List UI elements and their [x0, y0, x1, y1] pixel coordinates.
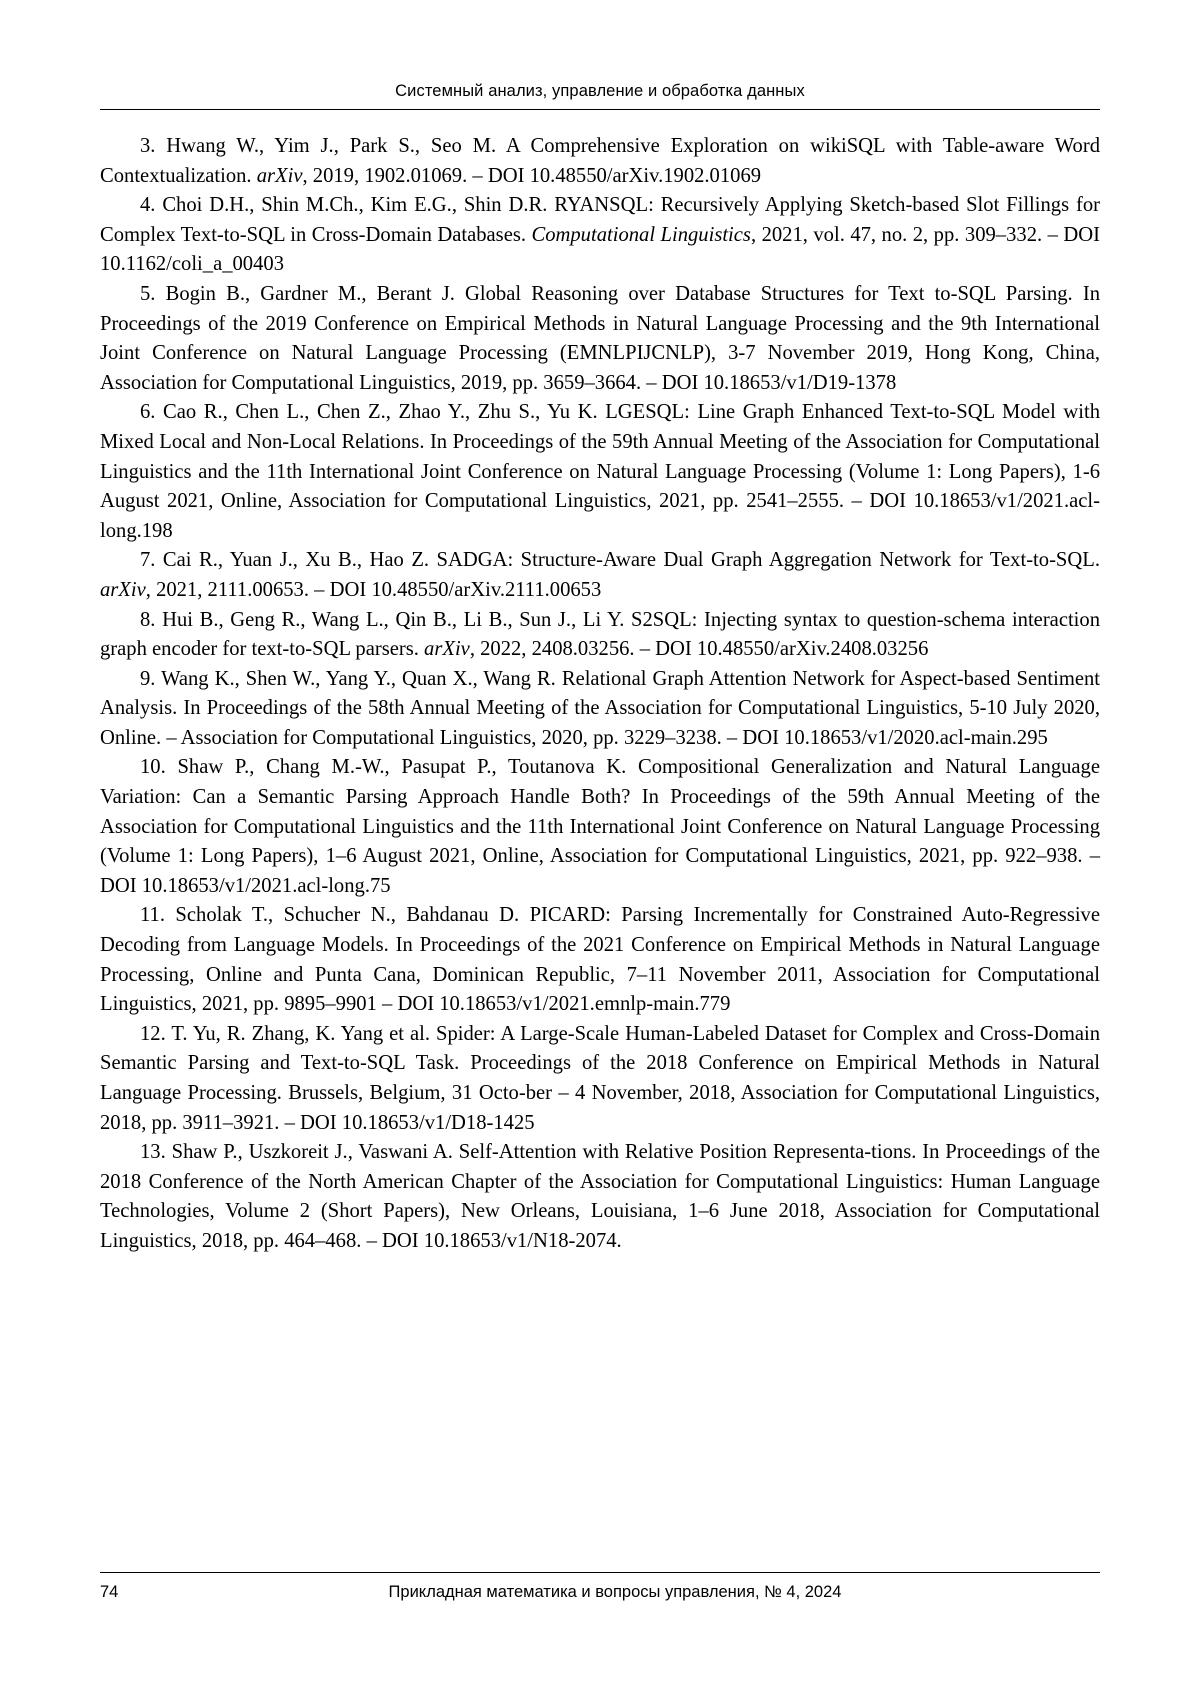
reference-source-italic: arXiv — [256, 164, 303, 187]
running-head: Системный анализ, управление и обработка данных — [395, 82, 805, 100]
reference-text: 6. Cao R., Chen L., Chen Z., Zhao Y., Zhu S., Yu K. LGESQL: Line Graph Enhanced Text-to-SQL Model with Mixed Local and Non-Local Relations. In Proceedings of the 59th Annual Meeting of the Association for Computational Linguistics and the 11th International Joint Conference on Natural Language Processing (Volume 1: Long Papers), 1-6 August 2021, Online, Association for Computational Linguistics, 2021, pp. 2541–2555. – DOI 10.18653/v1/2021.acl-long.198 — [100, 401, 1100, 542]
reference-text: 8. Hui B., Geng R., Wang L., Qin B., Li B., Sun J., Li Y. S2SQL: Injecting syntax to question-schema interaction graph encoder for text-to-SQL parsers. — [100, 608, 1100, 661]
reference-entry — [100, 901, 1100, 1019]
reference-text: 5. Bogin B., Gardner M., Berant J. Global Reasoning over Database Structures for Text to-SQL Parsing. In Proceedings of the 2019 Conference on Empirical Methods in Natural Language Processing and the 9th International Joint Conference on Natural Language Processing (EMNLPIJCNLP), 3-7 November 2019, Hong Kong, China, Association for Computational Linguistics, 2019, pp. 3659–3664. – DOI 10.18653/v1/D19-1378 — [100, 282, 1100, 394]
journal-line: Прикладная математика и вопросы управления, № 4, 2024 — [388, 1583, 842, 1601]
reference-entry — [100, 753, 1100, 901]
page-footer — [100, 1572, 1100, 1609]
reference-entry — [100, 1138, 1100, 1256]
reference-entry — [100, 398, 1100, 546]
reference-text: , 2021, 2111.00653. – DOI 10.48550/arXiv.2111.00653 — [145, 578, 602, 601]
reference-text: 9. Wang K., Shen W., Yang Y., Quan X., Wang R. Relational Graph Attention Network for Aspect-based Sentiment Analysis. In Proceedings of the 58th Annual Meeting of the Association for Computational Linguistics, 5-10 July 2020, Online. – Association for Computational Linguistics, 2020, pp. 3229–3238. – DOI 10.18653/v1/2020.acl-main.295 — [100, 667, 1100, 749]
reference-entry — [100, 1020, 1100, 1138]
page-content — [100, 0, 1100, 1698]
header-divider — [100, 109, 1100, 110]
reference-text: , 2022, 2408.03256. – DOI 10.48550/arXiv.2408.03256 — [469, 638, 929, 661]
reference-entry — [100, 546, 1100, 605]
reference-text: 10. Shaw P., Chang M.-W., Pasupat P., Toutanova K. Compositional Generalization and Natural Language Variation: Can a Semantic Parsing Approach Handle Both? In Proceedings of the 59th Annual Meeting of the Association for Computational Linguistics and the 11th International Joint Conference on Natural Language Processing (Volume 1: Long Papers), 1–6 August 2021, Online, Association for Computational Linguistics, 2021, pp. 922–938. – DOI 10.18653/v1/2021.acl-long.75 — [100, 756, 1100, 897]
reference-entry — [100, 606, 1100, 665]
reference-entry — [100, 191, 1100, 280]
page-number: 74 — [100, 1583, 119, 1601]
reference-text: , 2019, 1902.01069. – DOI 10.48550/arXiv.1902.01069 — [302, 164, 762, 187]
reference-text: 7. Cai R., Yuan J., Xu B., Hao Z. SADGA: Structure-Aware Dual Graph Aggregation Network for Text-to-SQL. — [140, 549, 1100, 572]
reference-text: 4. Choi D.H., Shin M.Ch., Kim E.G., Shin D.R. RYANSQL: Recursively Applying Sketch-based Slot Fillings for Complex Text-to-SQL in Cross-Domain Databases. — [100, 194, 1100, 246]
reference-text: 12. T. Yu, R. Zhang, K. Yang et al. Spider: A Large-Scale Human-Labeled Dataset for Complex and Cross-Domain Semantic Parsing and Text-to-SQL Task. Proceedings of the 2018 Conference on Empirical Methods in Natural Language Processing. Brussels, Belgium, 31 Octo-ber – 4 November, 2018, Association for Computational Linguistics, 2018, pp. 3911–3921. – DOI 10.18653/v1/D18-1425 — [100, 1022, 1100, 1134]
footer-divider — [100, 1572, 1100, 1573]
reference-entry — [100, 280, 1100, 398]
reference-entry — [100, 132, 1100, 191]
reference-source-italic: Computational Linguistics — [531, 223, 751, 246]
reference-source-italic: arXiv — [424, 638, 470, 661]
reference-text: 13. Shaw P., Uszkoreit J., Vaswani A. Self-Attention with Relative Position Representa-tions. In Proceedings of the 2018 Conference of the North American Chapter of the Association for Computational Linguistics: Human Language Technologies, Volume 2 (Short Papers), New Orleans, Louisiana, 1–6 June 2018, Association for Computational Linguistics, 2018, pp. 464–468. – DOI 10.18653/v1/N18-2074. — [100, 1141, 1100, 1252]
reference-text: , 2021, vol. 47, no. 2, pp. 309–332. – DOI 10.1162/coli_a_00403 — [100, 223, 1100, 276]
references-list — [100, 132, 1100, 1257]
reference-text: 11. Scholak T., Schucher N., Bahdanau D. PICARD: Parsing Incrementally for Constrained Auto-Regressive Decoding from Language Models. In Proceedings of the 2021 Conference on Empirical Methods in Natural Language Processing, Online and Punta Cana, Dominican Republic, 7–11 November 2011, Association for Computational Linguistics, 2021, pp. 9895–9901 – DOI 10.18653/v1/2021.emnlp-main.779 — [100, 904, 1100, 1016]
reference-text: 3. Hwang W., Yim J., Park S., Seo M. A Comprehensive Exploration on wikiSQL with Table-aware Word Contextualization. — [100, 135, 1100, 187]
reference-source-italic: arXiv — [100, 578, 146, 601]
reference-entry — [100, 665, 1100, 754]
